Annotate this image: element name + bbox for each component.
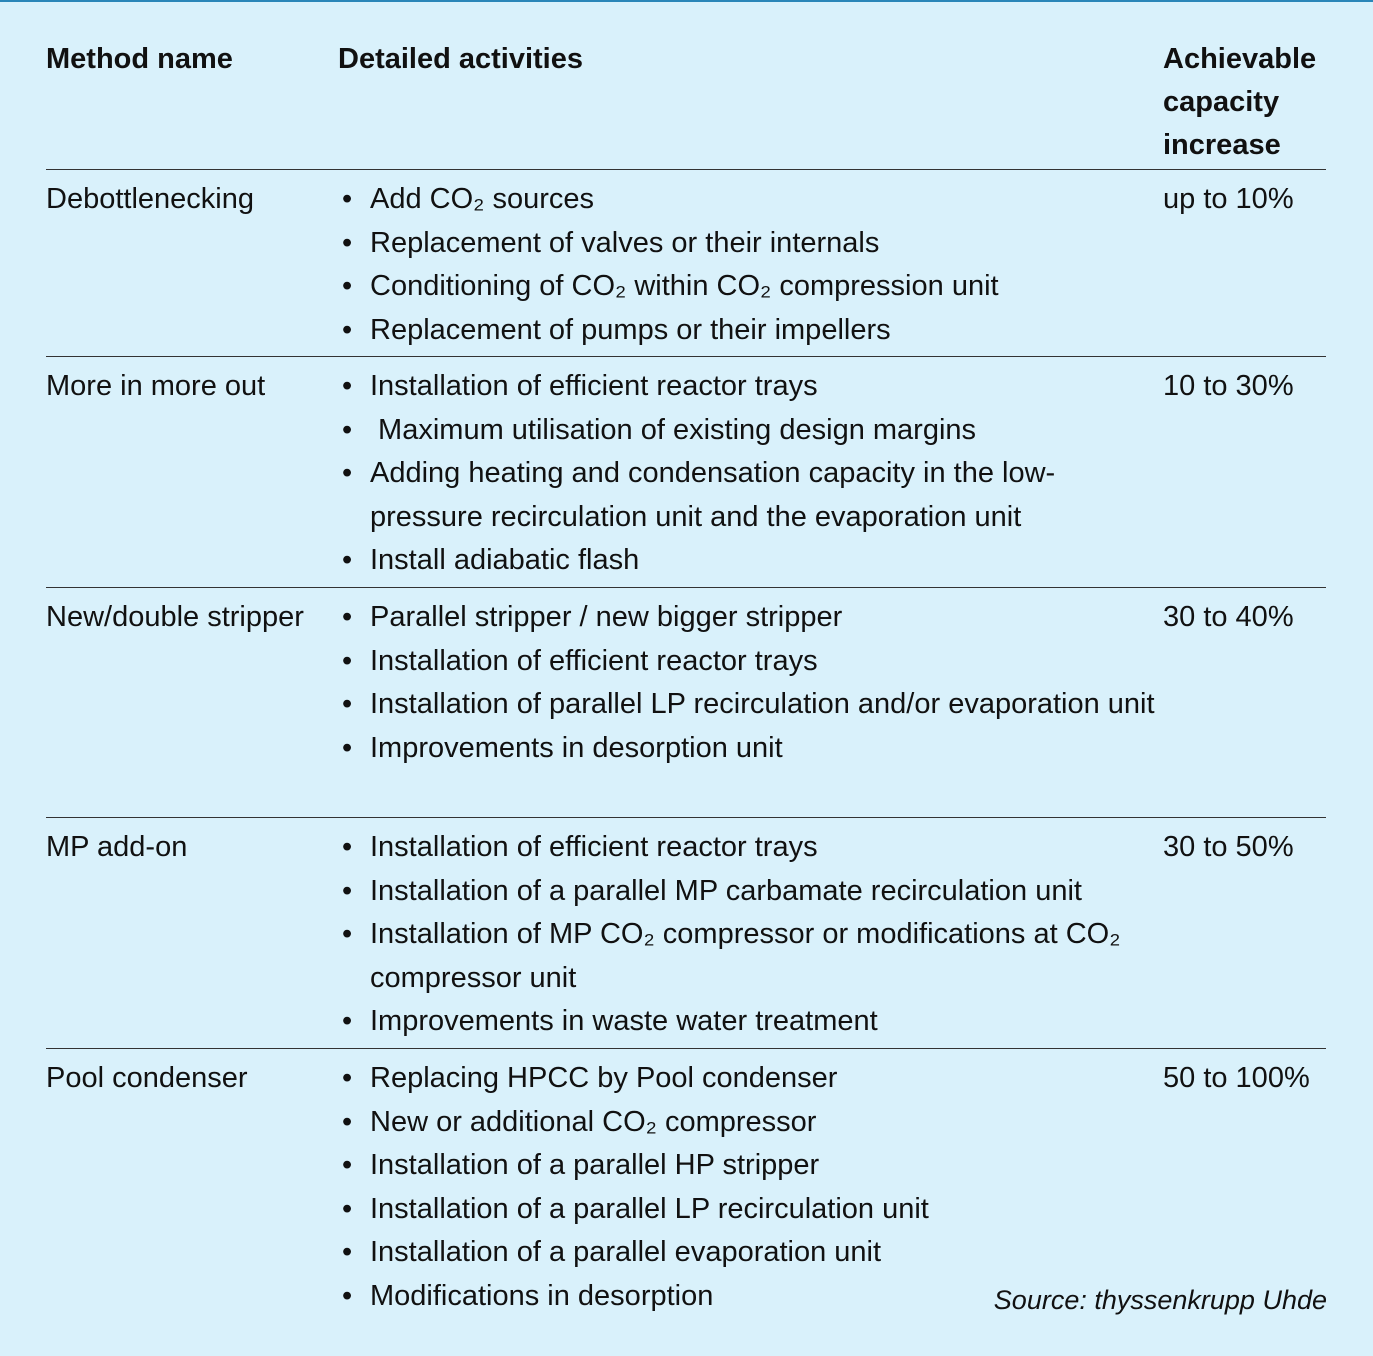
activity-item: • Improvements in waste water treatment [338,1000,1163,1044]
table-row [46,170,1326,357]
top-rule [0,0,1373,2]
activity-item: • Replacement of pumps or their impellers [338,309,1163,353]
capacity-value: 30 to 40% [1163,601,1294,633]
activity-item: • Install adiabatic flash [338,539,1163,583]
activity-item: • New or additional CO₂ compressor [338,1101,1163,1145]
activities-cell [338,596,1163,817]
method-name: New/double stripper [46,601,304,633]
method-name: Pool condenser [46,1062,248,1094]
table-header [46,38,1326,170]
table-row [46,1049,1326,1324]
activities-cell [338,178,1163,356]
activity-item: • Conditioning of CO₂ within CO₂ compression unit [338,265,1163,309]
header-method: Method name [46,43,233,75]
activity-item: • Installation of a parallel LP recirculation unit [338,1188,1163,1232]
activity-item: • Installation of a parallel MP carbamate recirculation unit [338,870,1163,914]
activity-item: • Installation of efficient reactor trays [338,640,1163,684]
activity-item: • Installation of efficient reactor trays [338,365,1163,409]
capacity-value: 30 to 50% [1163,831,1294,863]
capacity-value: 10 to 30% [1163,370,1294,402]
activities-cell [338,1057,1163,1324]
activity-item: • Replacement of valves or their internals [338,222,1163,266]
activity-item: • Installation of a parallel evaporation unit [338,1231,1163,1275]
activity-item: • Maximum utilisation of existing design margins [338,409,1163,453]
table-row [46,818,1326,1049]
activity-item: • Installation of efficient reactor trays [338,826,1163,870]
activity-item: • Installation of MP CO₂ compressor or modifications at CO₂ compressor unit [338,913,1163,1000]
table-row [46,357,1326,588]
method-name: Debottlenecking [46,183,254,215]
method-name: More in more out [46,370,266,402]
activity-item: • Parallel stripper / new bigger stripper [338,596,1163,640]
capacity-value: up to 10% [1163,183,1294,215]
method-name: MP add-on [46,831,188,863]
activity-item: • Adding heating and condensation capacity in the low-pressure recirculation unit and the evaporation unit [338,452,1163,539]
table-row [46,588,1326,818]
capacity-table [46,38,1326,1324]
source-note: Source: thyssenkrupp Uhde [993,1285,1327,1315]
header-capacity: Achievable capacity increase [1163,43,1317,161]
activity-item: • Add CO₂ sources [338,178,1163,222]
activity-item: • Modifications in desorption [338,1275,1163,1319]
activities-cell [338,826,1163,1048]
activity-item: • Installation of parallel LP recirculation and/or evaporation unit [338,683,1163,727]
activity-item: • Replacing HPCC by Pool condenser [338,1057,1163,1101]
activity-item: • Installation of a parallel HP stripper [338,1144,1163,1188]
capacity-value: 50 to 100% [1163,1062,1310,1094]
activities-cell [338,365,1163,587]
activity-item: • Improvements in desorption unit [338,727,1163,771]
header-activities: Detailed activities [338,43,583,75]
